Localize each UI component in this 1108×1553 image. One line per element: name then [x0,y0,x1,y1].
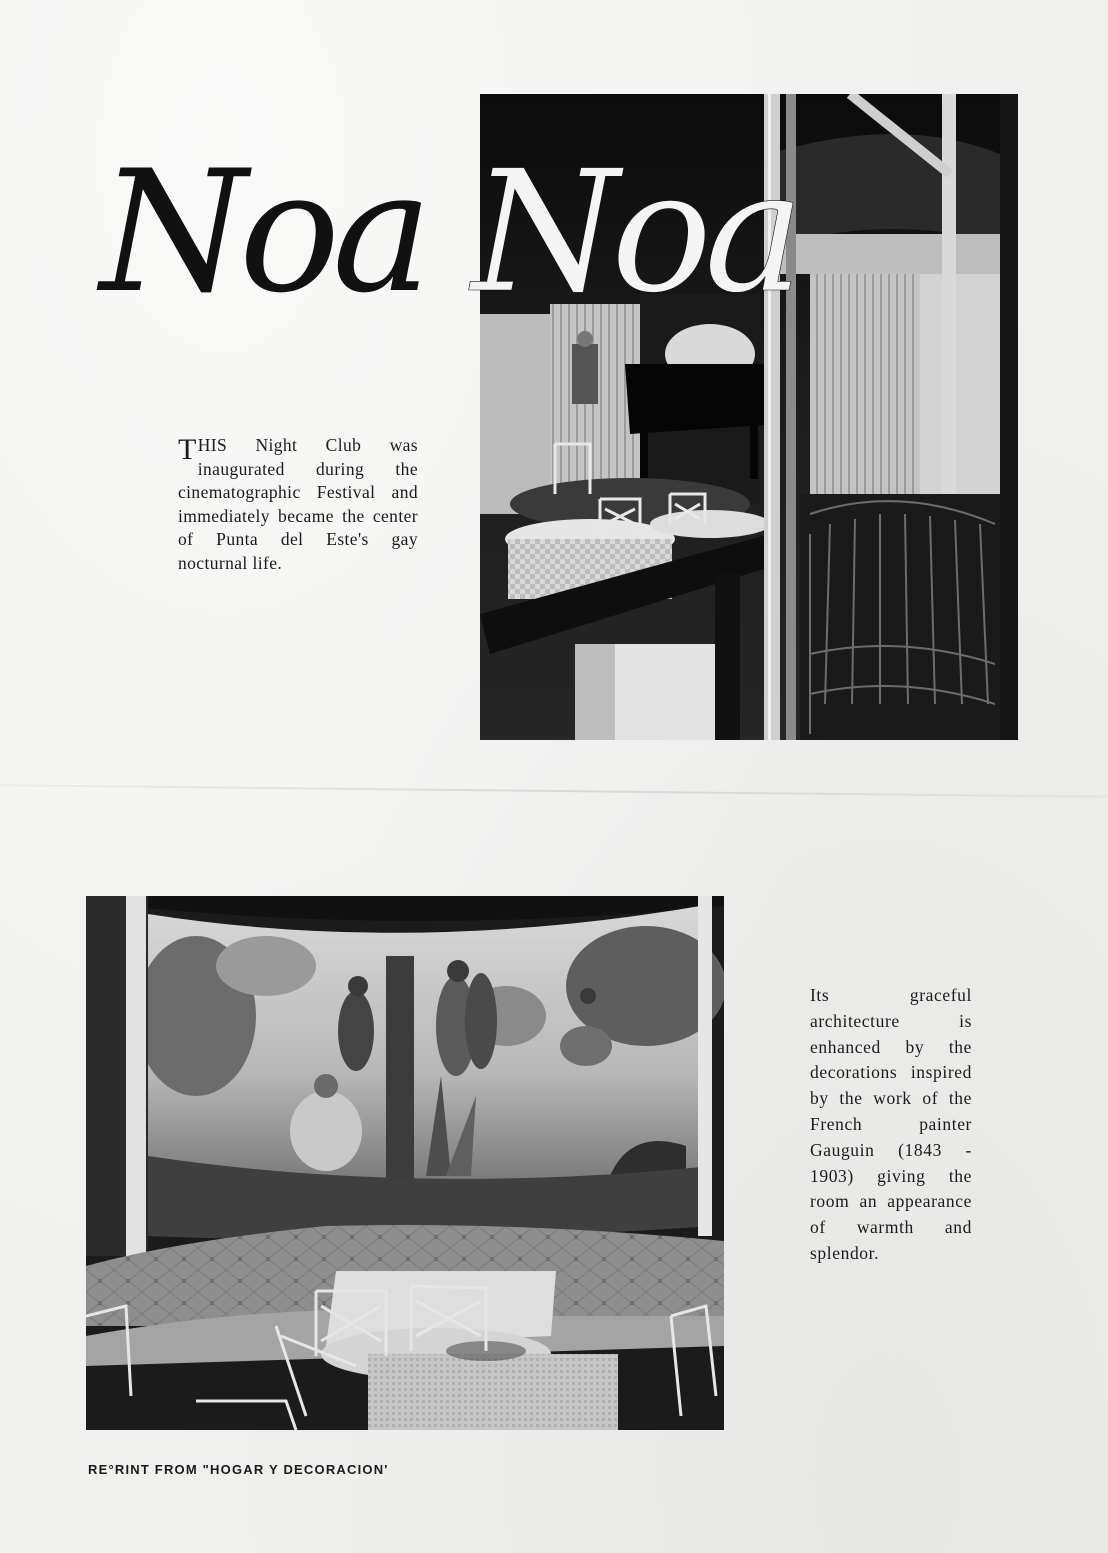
paper-fold-line [0,784,1108,798]
side-paragraph [810,983,972,1267]
title-word-right: Noa [472,134,797,330]
title-word-left: Noa [100,134,425,330]
intro-paragraph [178,434,418,575]
mural-lounge-photo [86,896,724,1430]
mural-lounge-photo-image [86,896,724,1430]
side-text: Its graceful architecture is enhanced by the decorations inspired by the work of the French painter Gauguin (1843 - 1903) giving the room an appearance of warmth and splendor. [810,985,972,1263]
drop-cap: T [178,433,197,466]
intro-text: HIS Night Club was inaugurated during the cinematographic Festival and immediately became the center of Punta del Este's gay nocturnal life. [178,435,418,573]
reprint-credit: RE°RINT FROM "HOGAR Y DECORACION' [88,1462,389,1477]
script-title [100,134,800,340]
script-title-svg [100,134,800,340]
